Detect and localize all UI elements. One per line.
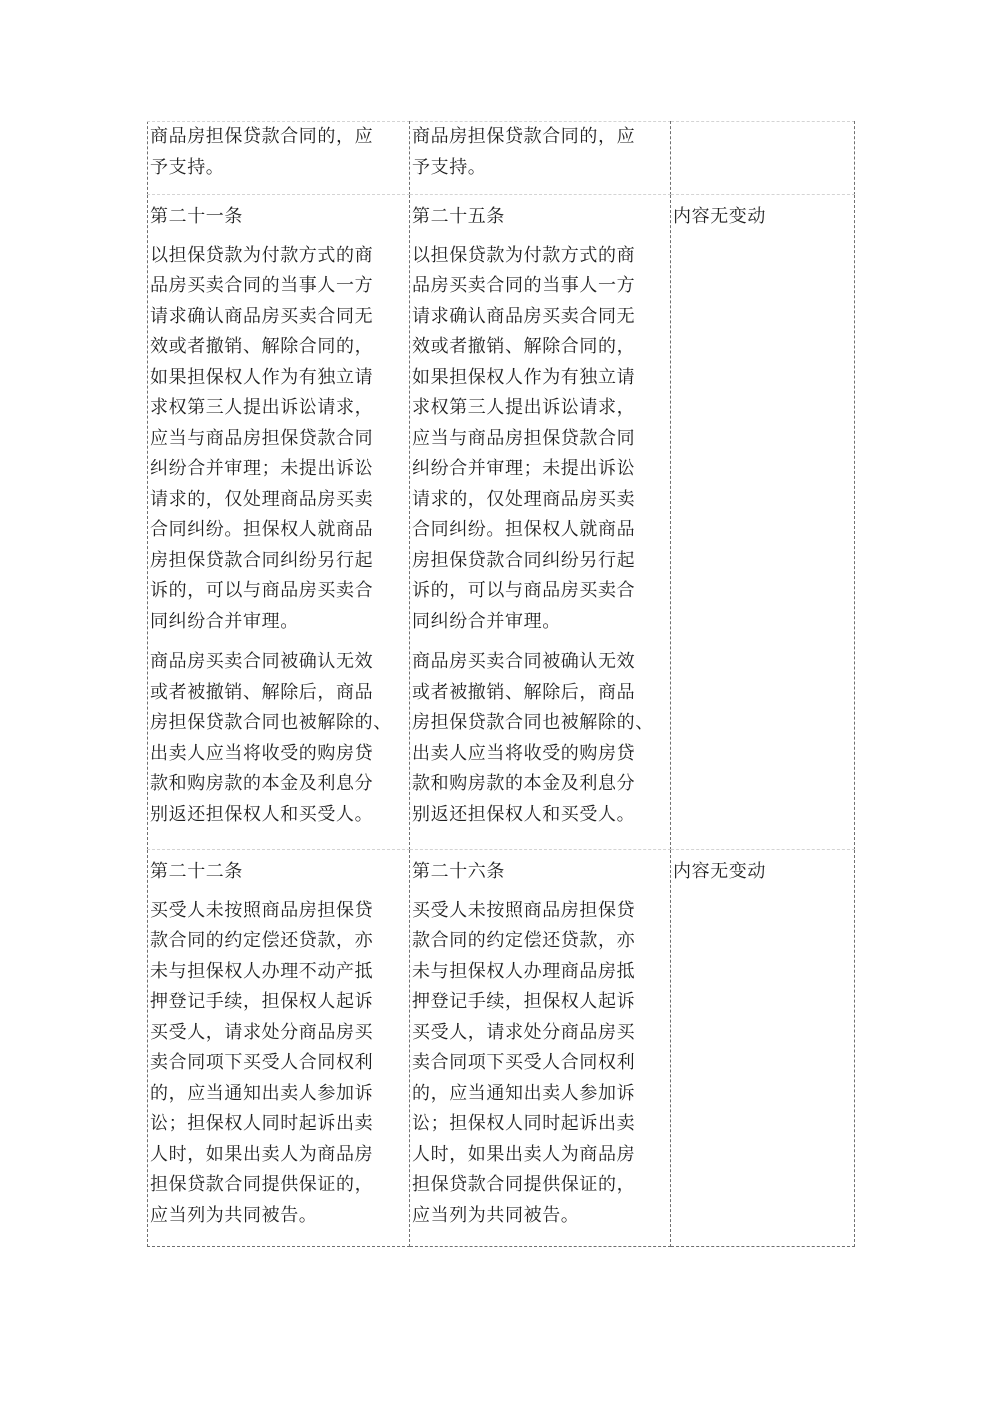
article-number: 第二十二条	[150, 861, 243, 882]
change-note-cell	[671, 122, 855, 195]
provision-paragraph: 商品房买卖合同被确认无效 或者被撤销、解除后，商品 房担保贷款合同也被解除的、 出卖人应当将收受的购房贷 款和购房款的本金及利息分 别返还担保权人和买受人。	[150, 651, 392, 825]
provision-text: 商品房担保贷款合同的，应 予支持。	[150, 126, 374, 178]
table-row	[148, 122, 855, 195]
provision-paragraph: 以担保贷款为付款方式的商 品房买卖合同的当事人一方 请求确认商品房买卖合同无 效或者撤销、解除合同的， 如果担保权人作为有独立请 求权第三人提出诉讼请求， 应当与商品房担保贷款合同 纠纷合并审理；未提出诉讼 请求的，仅处理商品房买卖 合同纠纷。担保权人就商品 房担保贷款合同纠纷另行起 诉的，可以与商品房买卖合 同纠纷合并审理。	[412, 244, 636, 632]
article-number: 第二十一条	[150, 206, 243, 227]
old-provision-cell	[148, 850, 410, 1247]
change-note-cell	[671, 195, 855, 850]
old-provision-cell	[148, 195, 410, 850]
table-row	[148, 195, 855, 850]
article-number: 第二十六条	[412, 861, 505, 882]
new-provision-cell	[410, 850, 671, 1247]
provision-paragraph: 买受人未按照商品房担保贷 款合同的约定偿还贷款，亦 未与担保权人办理商品房抵 押登记手续，担保权人起诉 买受人，请求处分商品房买 卖合同项下买受人合同权利 的，应当通知出卖人参加诉 讼；担保权人同时起诉出卖 人时，如果出卖人为商品房 担保贷款合同提供保证的， 应当列为共同被告。	[412, 899, 636, 1226]
provision-paragraph: 买受人未按照商品房担保贷 款合同的约定偿还贷款，亦 未与担保权人办理不动产抵 押登记手续，担保权人起诉 买受人，请求处分商品房买 卖合同项下买受人合同权利 的，应当通知出卖人参加诉 讼；担保权人同时起诉出卖 人时，如果出卖人为商品房 担保贷款合同提供保证的， 应当列为共同被告。	[150, 899, 374, 1226]
change-note: 内容无变动	[673, 206, 766, 227]
change-note: 内容无变动	[673, 861, 766, 882]
new-provision-cell	[410, 122, 671, 195]
provision-paragraph: 以担保贷款为付款方式的商 品房买卖合同的当事人一方 请求确认商品房买卖合同无 效或者撤销、解除合同的， 如果担保权人作为有独立请 求权第三人提出诉讼请求， 应当与商品房担保贷款合同 纠纷合并审理；未提出诉讼 请求的，仅处理商品房买卖 合同纠纷。担保权人就商品 房担保贷款合同纠纷另行起 诉的，可以与商品房买卖合 同纠纷合并审理。	[150, 244, 374, 632]
article-number: 第二十五条	[412, 206, 505, 227]
change-note-cell	[671, 850, 855, 1247]
provision-text: 商品房担保贷款合同的，应 予支持。	[412, 126, 636, 178]
new-provision-cell	[410, 195, 671, 850]
comparison-table	[147, 121, 855, 1247]
old-provision-cell	[148, 122, 410, 195]
table-row	[148, 850, 855, 1247]
provision-paragraph: 商品房买卖合同被确认无效 或者被撤销、解除后，商品 房担保贷款合同也被解除的、 出卖人应当将收受的购房贷 款和购房款的本金及利息分 别返还担保权人和买受人。	[412, 651, 654, 825]
